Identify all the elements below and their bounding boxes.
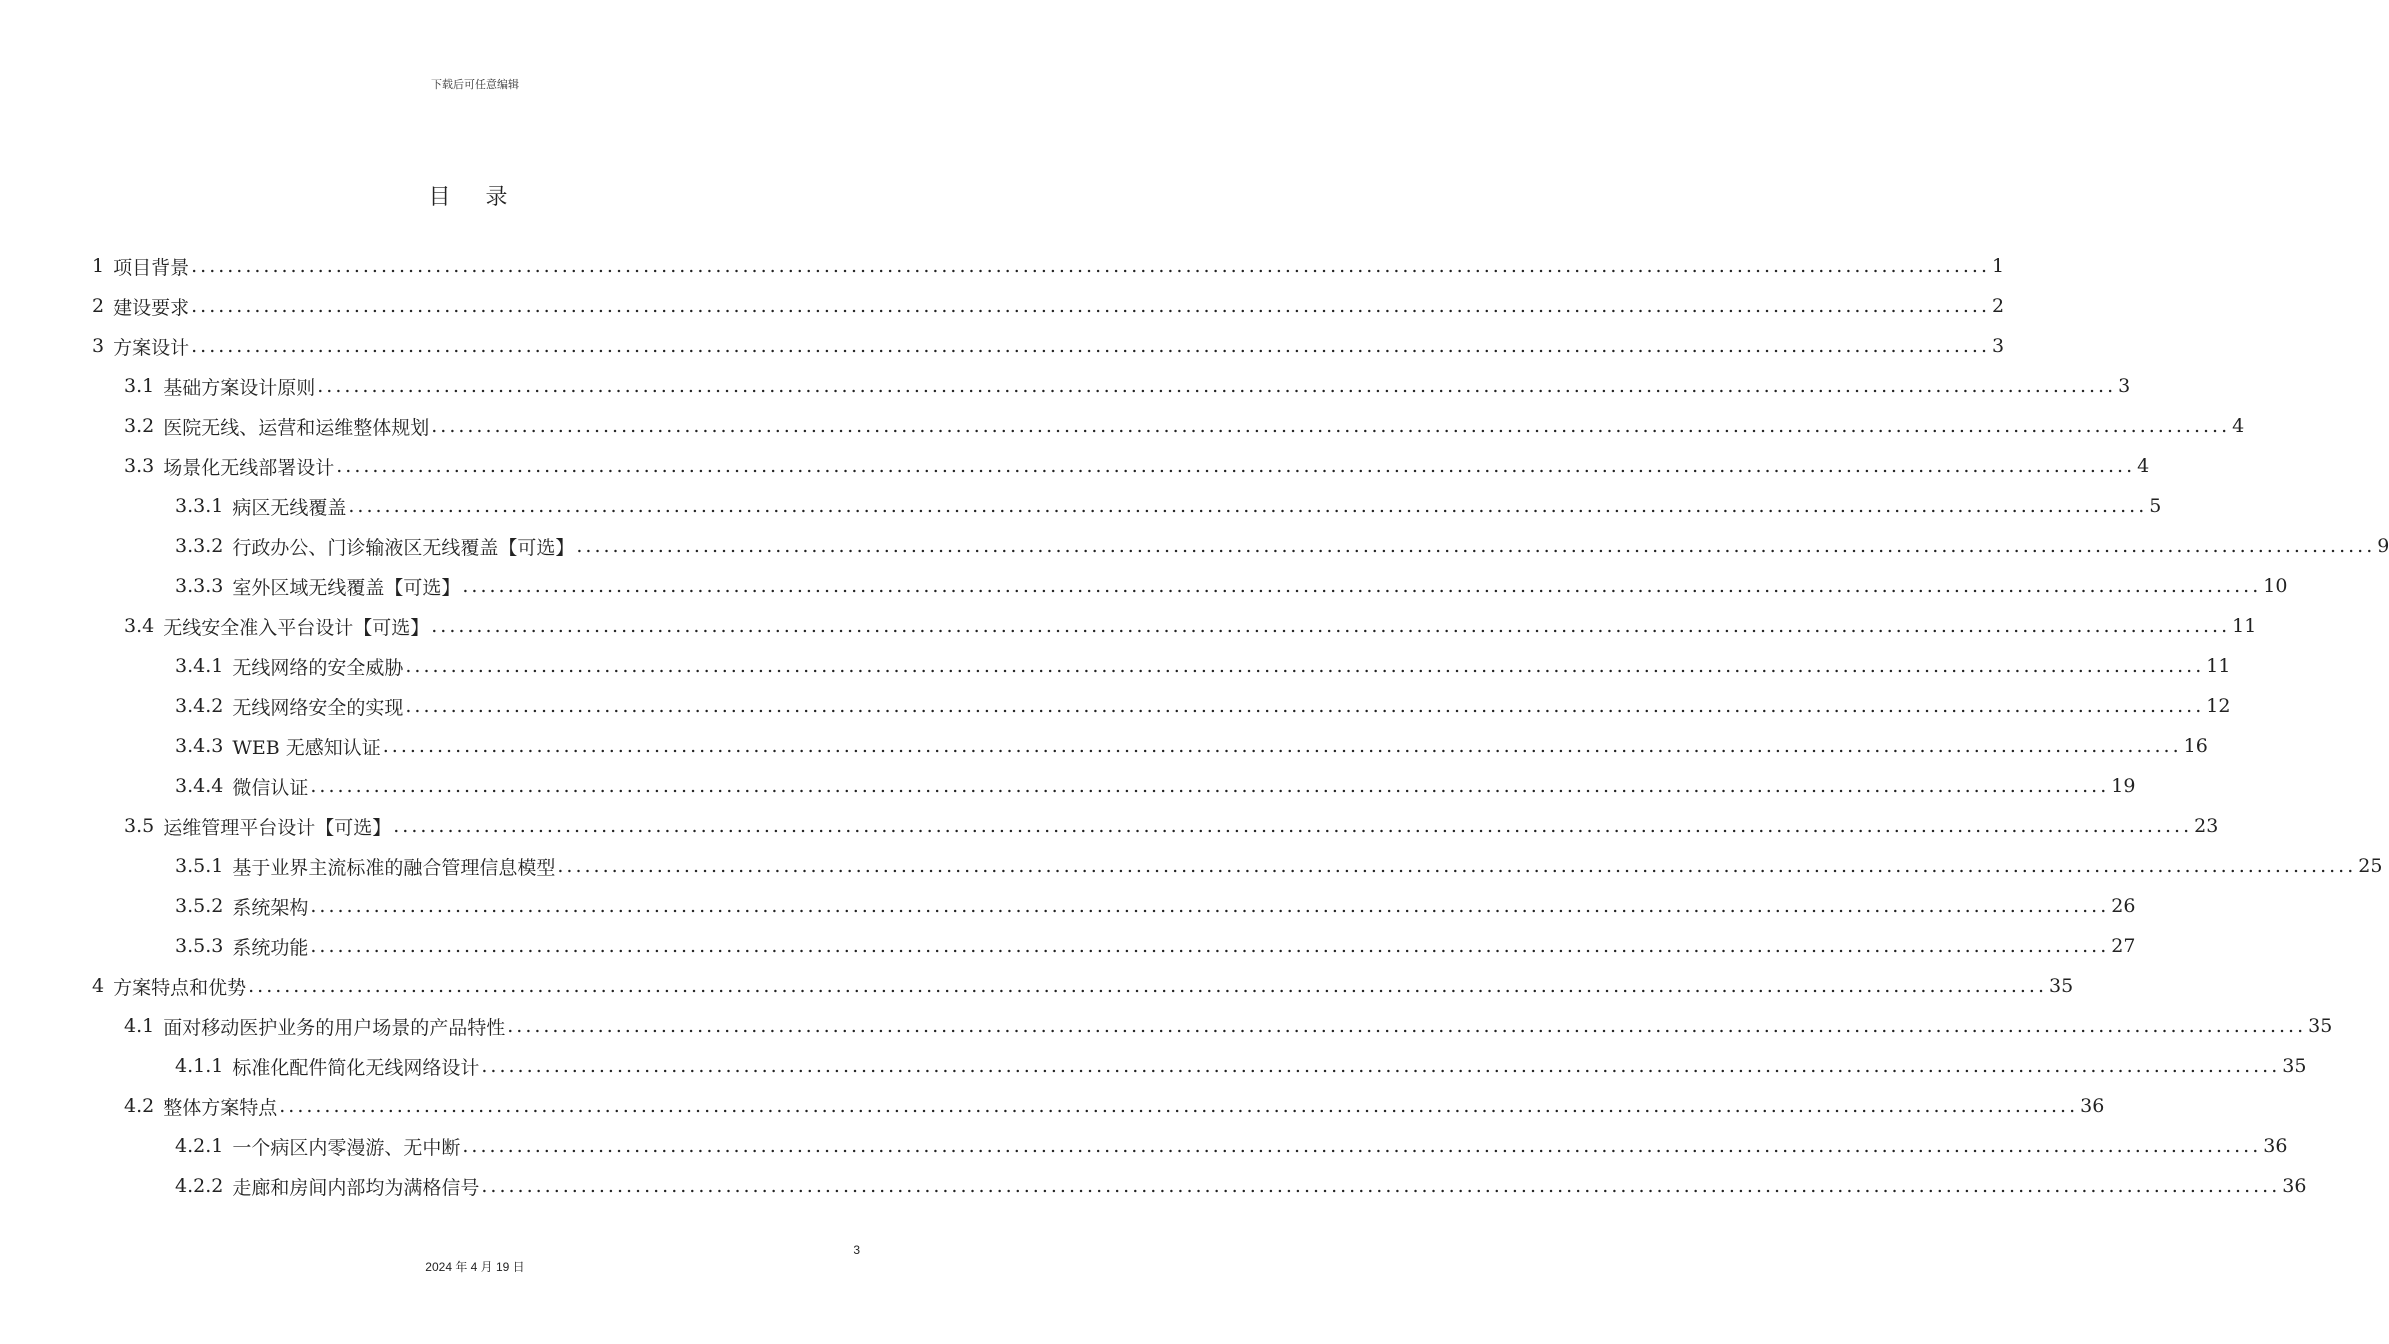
toc-entry[interactable] <box>92 246 2005 286</box>
toc-entry[interactable] <box>175 886 2136 926</box>
toc-entry-number: 3.5.2 <box>175 895 224 917</box>
toc-entry-page: 10 <box>2263 575 2288 597</box>
toc-entry-label: 医院无线、运营和运维整体规划 <box>163 416 430 439</box>
toc-entry-label: 行政办公、门诊输液区无线覆盖【可选】 <box>232 536 575 559</box>
toc-entry-number: 1 <box>92 255 105 277</box>
toc-leader-dots: ....................................................................................................................................................................................................... <box>405 655 2205 677</box>
toc-entry[interactable] <box>175 1046 2307 1086</box>
toc-leader-dots: ....................................................................................................................................................................................................... <box>310 775 2110 797</box>
toc-entry-label: 项目背景 <box>113 256 190 279</box>
toc-leader-dots: ....................................................................................................................................................................................................... <box>431 615 2231 637</box>
toc-entry-page: 23 <box>2194 815 2219 837</box>
toc-entry-number: 4.1.1 <box>175 1055 224 1077</box>
toc-leader-dots: ....................................................................................................................................................................................................... <box>431 415 2231 437</box>
toc-entry-number: 4 <box>92 975 105 997</box>
toc-entry-label: 无线网络的安全威胁 <box>232 656 404 679</box>
toc-entry-number: 3.3 <box>124 455 155 477</box>
toc-entry-label: 微信认证 <box>232 776 309 799</box>
toc-entry[interactable] <box>92 966 2074 1006</box>
toc-title: 目 录 <box>428 185 522 210</box>
toc-leader-dots: ....................................................................................................................................................................................................... <box>348 495 2148 517</box>
toc-entry[interactable] <box>124 406 2245 446</box>
toc-entry-number: 3.4 <box>124 615 155 637</box>
toc-entry-page: 4 <box>2137 455 2150 477</box>
toc-entry-page: 25 <box>2358 855 2383 877</box>
toc-entry-label: 室外区域无线覆盖【可选】 <box>232 576 461 599</box>
toc-entry-number: 3.2 <box>124 415 155 437</box>
toc-leader-dots: ....................................................................................................................................................................................................... <box>279 1095 2079 1117</box>
toc-entry-number: 4.2.2 <box>175 1175 224 1197</box>
toc-entry-number: 4.2.1 <box>175 1135 224 1157</box>
toc-entry-page: 19 <box>2111 775 2136 797</box>
toc-entry-label: 无线网络安全的实现 <box>232 696 404 719</box>
toc-entry[interactable] <box>124 1006 2333 1046</box>
toc-entry-page: 27 <box>2111 935 2136 957</box>
footer-date: 2024 年 4 月 19 日 <box>425 1260 525 1274</box>
toc-entry-label: 面对移动医护业务的用户场景的产品特性 <box>163 1016 506 1039</box>
toc-entry-page: 36 <box>2282 1175 2307 1197</box>
toc-entry-label: 整体方案特点 <box>163 1096 278 1119</box>
toc-entry-number: 3.5.1 <box>175 855 224 877</box>
toc-entry-number: 3.3.1 <box>175 495 224 517</box>
toc-leader-dots: ....................................................................................................................................................................................................... <box>462 575 2262 597</box>
toc-leader-dots: ....................................................................................................................................................................................................... <box>382 735 2182 757</box>
toc-leader-dots: ....................................................................................................................................................................................................... <box>507 1015 2307 1037</box>
toc-entry-number: 2 <box>92 295 105 317</box>
toc-entry-page: 36 <box>2263 1135 2288 1157</box>
toc-leader-dots: ....................................................................................................................................................................................................... <box>317 375 2117 397</box>
toc-entry[interactable] <box>124 366 2131 406</box>
toc-entry-label: 运维管理平台设计【可选】 <box>163 816 392 839</box>
toc-entry-label: 基于业界主流标准的融合管理信息模型 <box>232 856 556 879</box>
toc-entry[interactable] <box>175 566 2288 606</box>
toc-entry-page: 11 <box>2232 615 2257 637</box>
toc-entry-page: 35 <box>2048 975 2074 997</box>
toc-entry-page: 9 <box>2377 535 2389 557</box>
toc-entry-number: 3.4.1 <box>175 655 224 677</box>
toc-entry-page: 36 <box>2080 1095 2105 1117</box>
toc-entry-label: 标准化配件简化无线网络设计 <box>232 1056 480 1079</box>
page-number: 3 <box>853 1243 860 1257</box>
toc-leader-dots: ....................................................................................................................................................................................................... <box>191 295 1990 317</box>
toc-entry-number: 3.4.4 <box>175 775 224 797</box>
toc-entry-page: 11 <box>2206 655 2231 677</box>
toc-entry-number: 3.4.3 <box>175 735 224 757</box>
toc-leader-dots: ....................................................................................................................................................................................................... <box>310 935 2110 957</box>
toc-leader-dots: ....................................................................................................................................................................................................... <box>481 1175 2281 1197</box>
toc-entry-number: 4.2 <box>124 1095 155 1117</box>
toc-leader-dots: ....................................................................................................................................................................................................... <box>248 975 2047 997</box>
toc-entry-label: 走廊和房间内部均为满格信号 <box>232 1176 480 1199</box>
toc-entry-number: 3.3.3 <box>175 575 224 597</box>
toc-entry-label: 建设要求 <box>113 296 190 319</box>
toc-entry-number: 3.5.3 <box>175 935 224 957</box>
toc-entry[interactable] <box>175 646 2231 686</box>
toc-leader-dots: ....................................................................................................................................................................................................... <box>191 335 1990 357</box>
toc-entry-page: 2 <box>1991 295 2005 317</box>
toc-entry-page: 5 <box>2149 495 2162 517</box>
toc-entry[interactable] <box>175 926 2136 966</box>
toc-leader-dots: ....................................................................................................................................................................................................... <box>576 535 2376 557</box>
toc-entry-page: 3 <box>2118 375 2131 397</box>
toc-entry[interactable] <box>92 286 2005 326</box>
toc-entry-label: WEB 无感知认证 <box>232 736 381 759</box>
toc-entry-label: 场景化无线部署设计 <box>163 456 335 479</box>
toc-entry[interactable] <box>92 326 2005 366</box>
toc-entry[interactable] <box>175 1126 2288 1166</box>
toc-entry[interactable] <box>175 766 2136 806</box>
toc-entry-label: 方案特点和优势 <box>113 976 247 999</box>
page-header: 下载后可任意编辑 <box>431 78 519 91</box>
toc-entry-page: 3 <box>1991 335 2005 357</box>
toc-entry-number: 3.3.2 <box>175 535 224 557</box>
toc-entry[interactable] <box>175 526 2389 566</box>
toc-entry[interactable] <box>124 446 2150 486</box>
toc-entry-page: 12 <box>2206 695 2231 717</box>
toc-entry-page: 35 <box>2282 1055 2307 1077</box>
toc-leader-dots: ....................................................................................................................................................................................................... <box>481 1055 2281 1077</box>
toc-entry-page: 1 <box>1991 255 2005 277</box>
toc-leader-dots: ....................................................................................................................................................................................................... <box>336 455 2136 477</box>
toc-entry[interactable] <box>175 486 2162 526</box>
toc-entry-number: 3.1 <box>124 375 155 397</box>
toc-entry-label: 一个病区内零漫游、无中断 <box>232 1136 461 1159</box>
toc-entry[interactable] <box>124 1086 2105 1126</box>
toc-entry[interactable] <box>175 686 2231 726</box>
toc-entry-label: 方案设计 <box>113 336 190 359</box>
toc-leader-dots: ....................................................................................................................................................................................................... <box>191 255 1990 277</box>
toc-leader-dots: ....................................................................................................................................................................................................... <box>405 695 2205 717</box>
toc-entry[interactable] <box>124 606 2257 646</box>
toc-entry-page: 35 <box>2308 1015 2333 1037</box>
toc-entry-number: 3 <box>92 335 105 357</box>
toc-entry-number: 3.4.2 <box>175 695 224 717</box>
toc-entry[interactable] <box>175 726 2208 766</box>
toc-leader-dots: ....................................................................................................................................................................................................... <box>310 895 2110 917</box>
toc-entry-page: 4 <box>2232 415 2245 437</box>
toc-leader-dots: ....................................................................................................................................................................................................... <box>393 815 2193 837</box>
toc-entry-page: 26 <box>2111 895 2136 917</box>
toc-entry-number: 3.5 <box>124 815 155 837</box>
toc-entry-label: 无线安全准入平台设计【可选】 <box>163 616 430 639</box>
toc-entry[interactable] <box>124 806 2219 846</box>
toc-entry[interactable] <box>175 846 2383 886</box>
toc-entry-label: 系统架构 <box>232 896 309 919</box>
toc-entry-page: 16 <box>2183 735 2208 757</box>
toc-entry-number: 4.1 <box>124 1015 155 1037</box>
toc-leader-dots: ....................................................................................................................................................................................................... <box>462 1135 2262 1157</box>
toc-entry-label: 系统功能 <box>232 936 309 959</box>
toc-entry-label: 基础方案设计原则 <box>163 376 316 399</box>
toc-entry[interactable] <box>175 1166 2307 1206</box>
toc-entry-label: 病区无线覆盖 <box>232 496 347 519</box>
toc-leader-dots: ....................................................................................................................................................................................................... <box>557 855 2357 877</box>
